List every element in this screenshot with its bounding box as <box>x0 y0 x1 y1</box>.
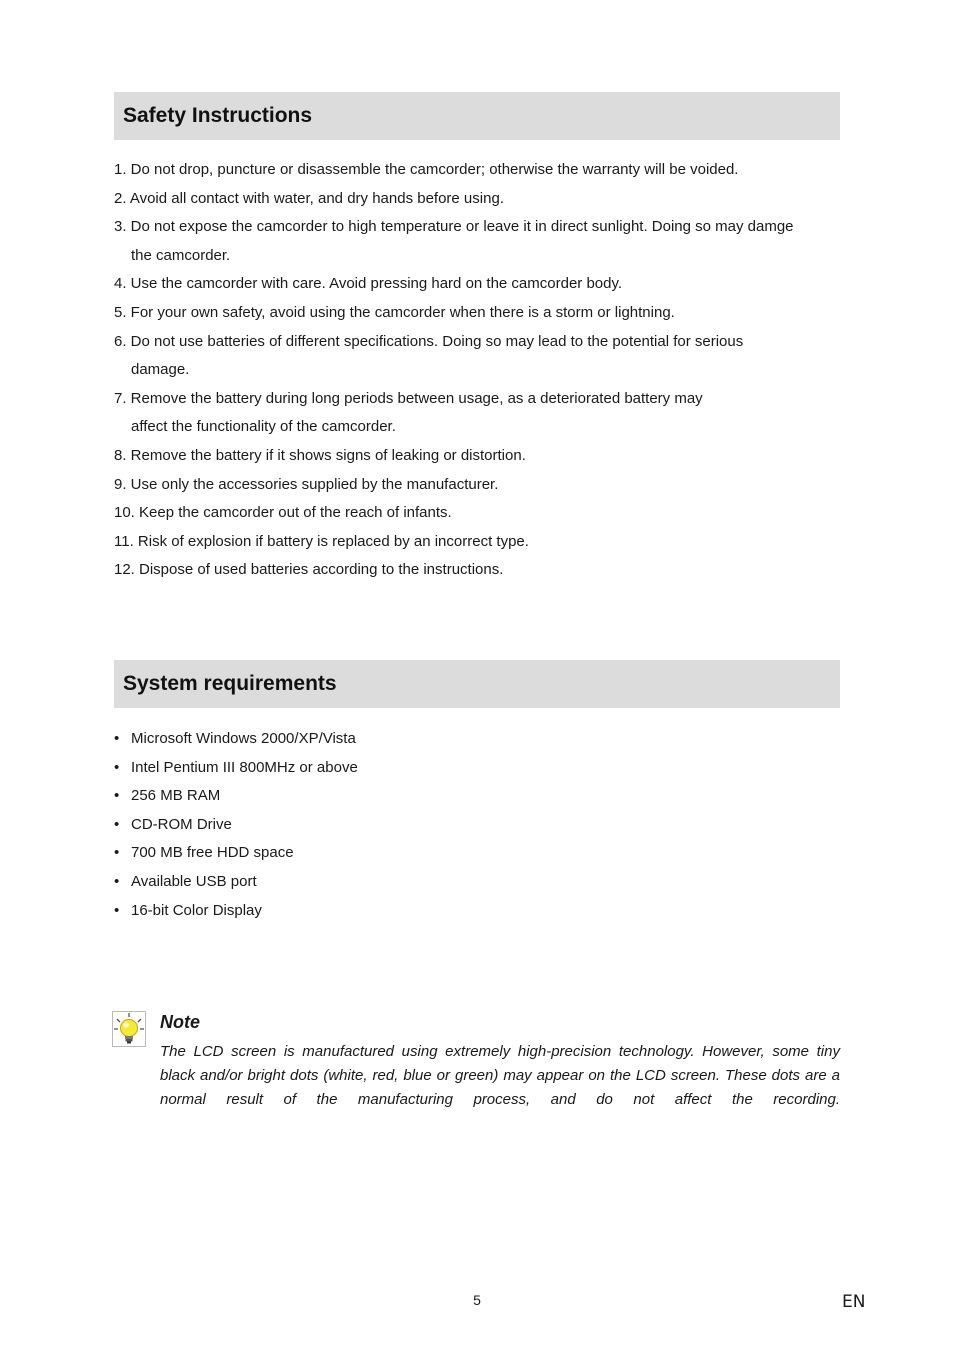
bullet-icon: • <box>114 901 120 919</box>
safety-instructions-header <box>114 92 840 140</box>
list-item: 4. Use the camcorder with care. Avoid pressing hard on the camcorder body. <box>114 275 623 293</box>
list-item: 3. Do not expose the camcorder to high temperature or leave it in direct sunlight. Doing so may damge <box>114 218 794 236</box>
bullet-icon: • <box>114 844 120 862</box>
list-item: 8. Remove the battery if it shows signs of leaking or distortion. <box>114 446 526 464</box>
list-item: • 256 MB RAM <box>114 782 358 811</box>
bullet-icon: • <box>114 872 120 890</box>
note-body: The LCD screen is manufactured using extremely high-precision technology. However, some tiny black and/or bright dots (white, red, blue or green) may appear on the LCD screen. These dots are a normal result of the manufacturing process, and do not affect the recording. <box>160 1043 840 1108</box>
list-item-continuation: affect the functionality of the camcorder. <box>131 418 396 436</box>
list-item: • CD-ROM Drive <box>114 811 358 840</box>
note-title: Note <box>160 1012 200 1032</box>
safety-instructions-title: Safety Instructions <box>123 104 313 127</box>
language-label: EN <box>842 1292 866 1312</box>
list-item: • Available USB port <box>114 868 358 897</box>
bullet-icon: • <box>114 815 120 833</box>
list-item: 2. Avoid all contact with water, and dry hands before using. <box>114 189 504 207</box>
safety-instructions-list <box>114 156 854 585</box>
list-item: 1. Do not drop, puncture or disassemble the camcorder; otherwise the warranty will be voided. <box>114 161 739 178</box>
list-item: • Intel Pentium III 800MHz or above <box>114 754 358 783</box>
system-requirements-list <box>114 725 358 925</box>
list-item: 7. Remove the battery during long periods between usage, as a deteriorated battery may <box>114 389 703 407</box>
list-item-continuation: the camcorder. <box>131 246 231 264</box>
lightbulb-icon <box>112 1011 146 1047</box>
bullet-icon: • <box>114 730 120 747</box>
bullet-icon: • <box>114 758 120 776</box>
list-item: • Microsoft Windows 2000/XP/Vista <box>114 725 358 754</box>
list-item: 12. Dispose of used batteries according to the instructions. <box>114 561 504 579</box>
system-requirements-header <box>114 660 840 708</box>
system-requirements-title: System requirements <box>123 672 337 695</box>
list-item: • 700 MB free HDD space <box>114 839 358 868</box>
list-item: 6. Do not use batteries of different specifications. Doing so may lead to the potential for serious <box>114 332 744 350</box>
page-number: 5 <box>473 1292 481 1308</box>
list-item: • 16-bit Color Display <box>114 897 358 926</box>
list-item-continuation: damage. <box>131 361 190 379</box>
list-item: 10. Keep the camcorder out of the reach of infants. <box>114 504 452 522</box>
list-item: 9. Use only the accessories supplied by the manufacturer. <box>114 475 499 493</box>
list-item: 11. Risk of explosion if battery is replaced by an incorrect type. <box>114 532 529 550</box>
bullet-icon: • <box>114 787 120 805</box>
list-item: 5. For your own safety, avoid using the camcorder when there is a storm or lightning. <box>114 303 675 321</box>
